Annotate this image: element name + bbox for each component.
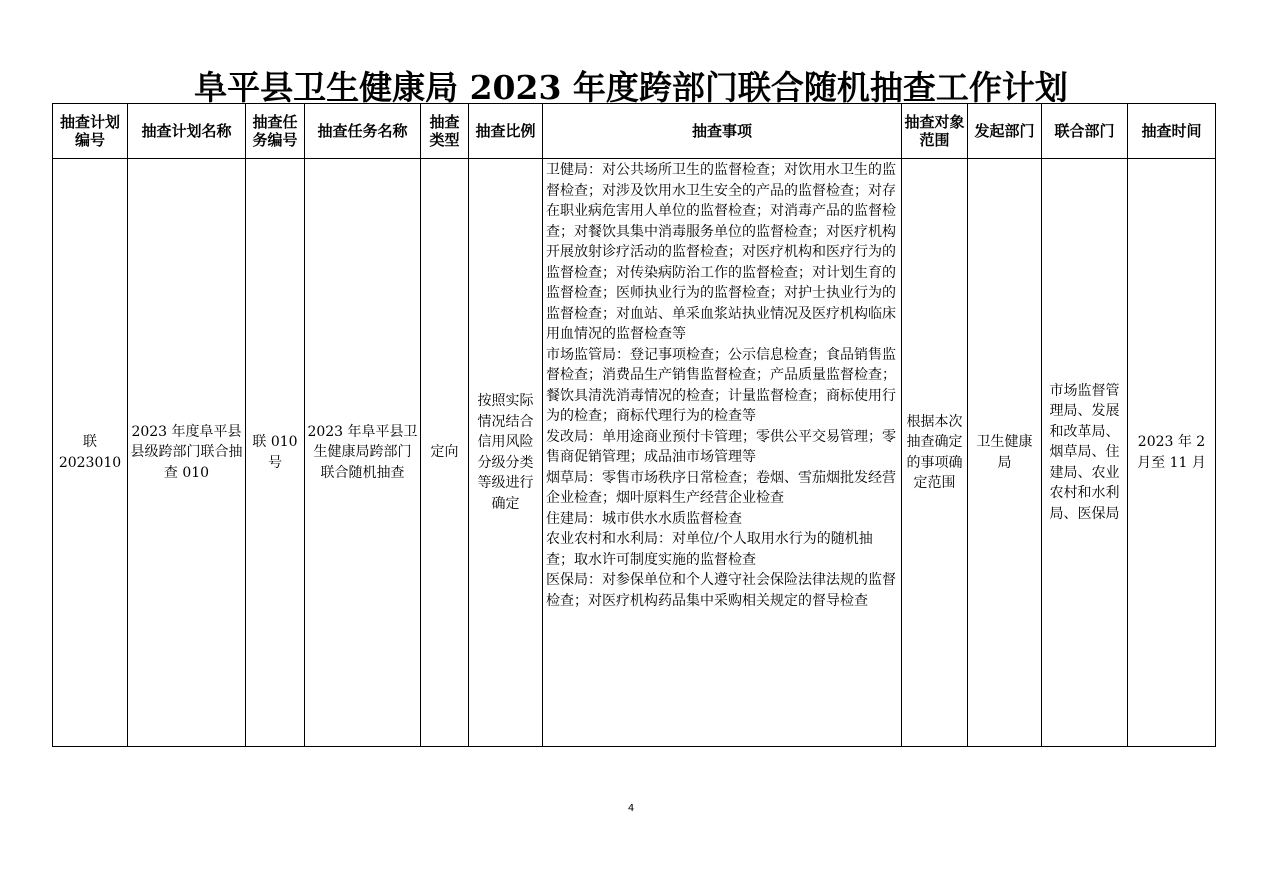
cell-type: 定向 [421, 159, 469, 747]
cell-plan-no: 联2023010 [53, 159, 128, 747]
cell-time: 2023 年 2 月至 11 月 [1128, 159, 1216, 747]
cell-task-name: 2023 年阜平县卫生健康局跨部门联合随机抽查 [305, 159, 421, 747]
header-task-name: 抽查任务名称 [305, 104, 421, 159]
cell-ratio: 按照实际情况结合信用风险分级分类等级进行确定 [469, 159, 543, 747]
header-type: 抽查类型 [421, 104, 469, 159]
item-tobacco-bureau: 烟草局：零售市场秩序日常检查；卷烟、雪茄烟批发经营企业检查；烟叶原料生产经营企业检查 [546, 469, 896, 506]
item-agriculture-water: 农业农村和水利局：对单位/个人取用水行为的随机抽查；取水许可制度实施的监督检查 [546, 531, 873, 568]
cell-scope: 根据本次抽查确定的事项确定范围 [902, 159, 968, 747]
item-health-bureau: 卫健局：对公共场所卫生的监督检查；对饮用水卫生的监督检查；对涉及饮用水卫生安全的产品的监督检查；对存在职业病危害用人单位的监督检查；对消毒产品的监督检查；对餐饮具集中消毒服务单位的监督检查；对医疗机构开展放射诊疗活动的监督检查；对医疗机构和医疗行为的监督检查；对传染病防治工作的监督检查；对计划生育的监督检查；医师执业行为的监督检查；对护士执业行为的监督检查；对血站、单采血浆站执业情况及医疗机构临床用血情况的监督检查等 [546, 162, 896, 342]
header-joint: 联合部门 [1042, 104, 1128, 159]
cell-initiator: 卫生健康局 [968, 159, 1042, 747]
page-number: 4 [627, 803, 635, 814]
cell-plan-name: 2023 年度阜平县县级跨部门联合抽查 010 [128, 159, 246, 747]
item-market-regulation: 市场监管局：登记事项检查；公示信息检查；食品销售监督检查；消费品生产销售监督检查；产品质量监督检查；餐饮具清洗消毒情况的检查；计量监督检查；商标使用行为的检查；商标代理行为的检查等 [546, 346, 896, 424]
cell-items [543, 159, 902, 747]
cell-joint: 市场监督管理局、发展和改革局、烟草局、住建局、农业农村和水利局、医保局 [1042, 159, 1128, 747]
table-header-row [53, 104, 1216, 159]
header-time: 抽查时间 [1128, 104, 1216, 159]
page-title: 阜平县卫生健康局 2023 年度跨部门联合随机抽查工作计划 [194, 68, 1068, 107]
header-task-no: 抽查任务编号 [246, 104, 305, 159]
table-row [53, 159, 1216, 747]
item-housing-construction: 住建局：城市供水水质监督检查 [546, 510, 742, 527]
header-plan-name: 抽查计划名称 [128, 104, 246, 159]
header-items: 抽查事项 [543, 104, 902, 159]
header-plan-no: 抽查计划编号 [53, 104, 128, 159]
item-medical-insurance: 医保局：对参保单位和个人遵守社会保险法律法规的监督检查；对医疗机构药品集中采购相关规定的督导检查 [546, 572, 896, 609]
header-scope: 抽查对象范围 [902, 104, 968, 159]
inspection-plan-table [52, 103, 1216, 747]
header-ratio: 抽查比例 [469, 104, 543, 159]
header-initiator: 发起部门 [968, 104, 1042, 159]
cell-task-no: 联 010 号 [246, 159, 305, 747]
item-development-reform: 发改局：单用途商业预付卡管理；零供公平交易管理；零售商促销管理；成品油市场管理等 [546, 428, 896, 465]
